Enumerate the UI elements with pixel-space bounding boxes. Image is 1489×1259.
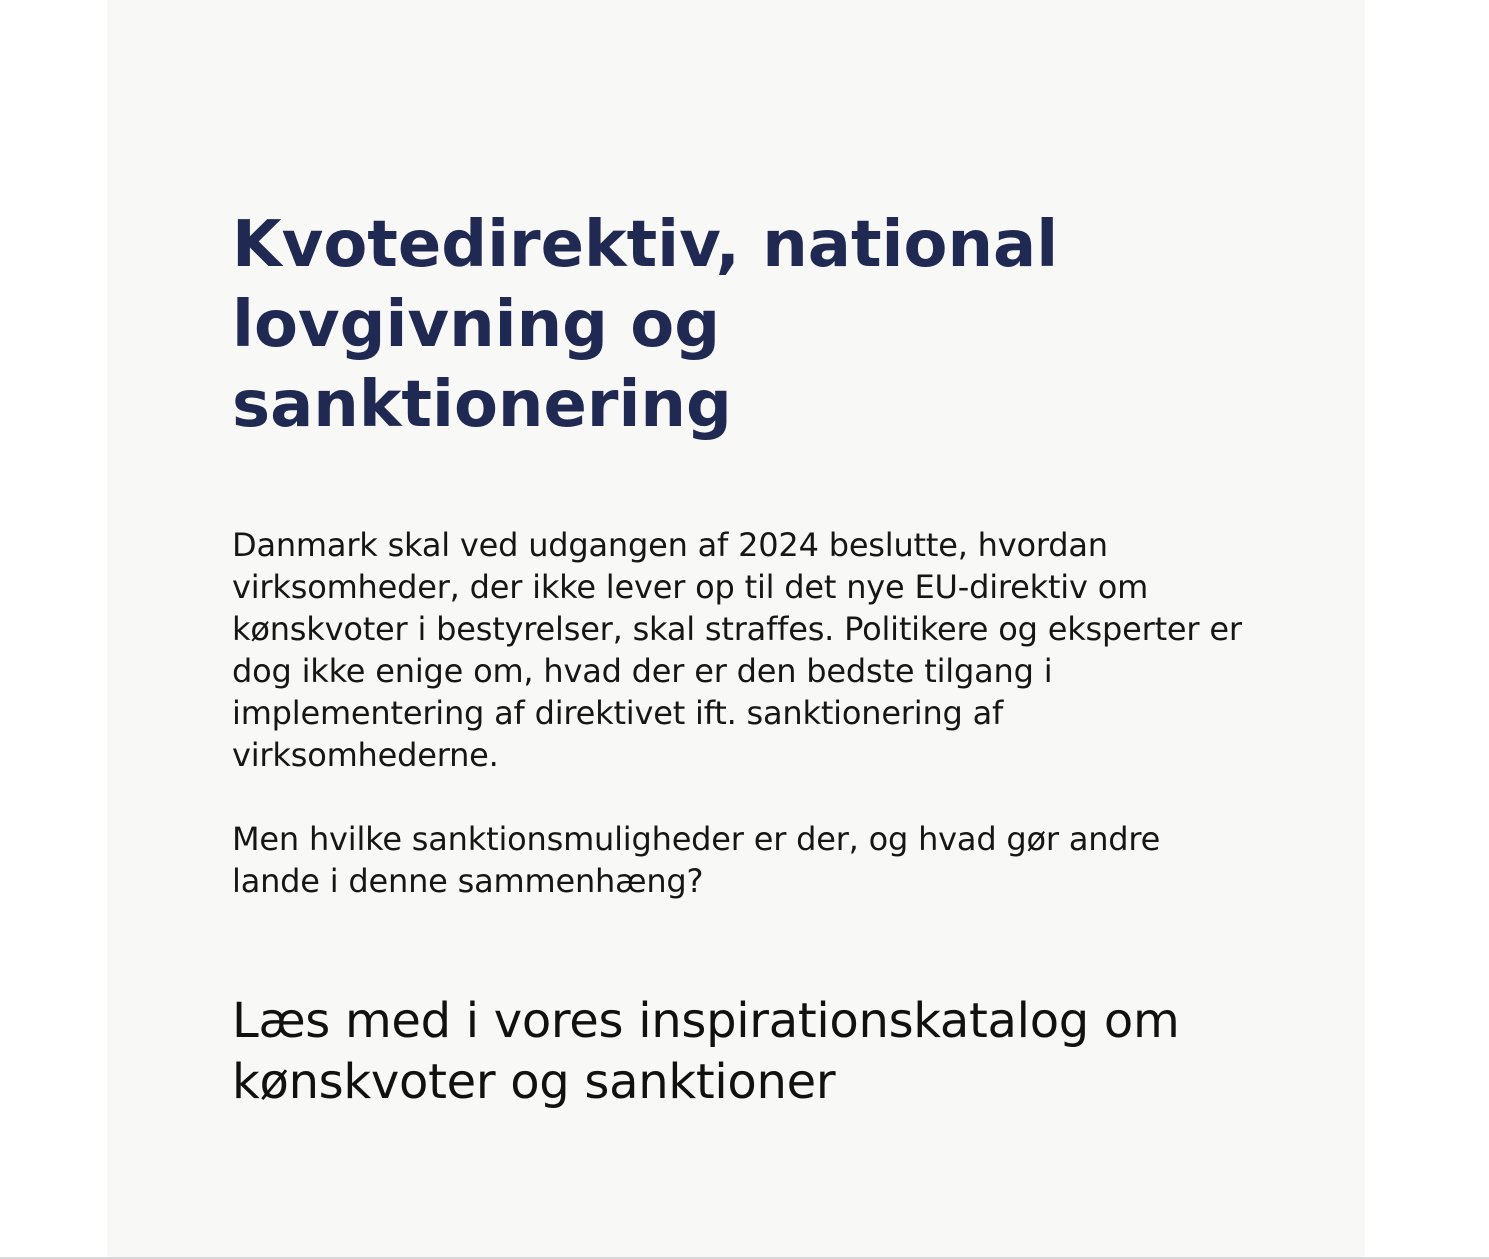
article-title bbox=[232, 205, 1242, 445]
title-line-2: lovgivning og sanktionering bbox=[232, 288, 732, 442]
question-paragraph: Men hvilke sanktionsmuligheder er der, og hvad gør andre lande i denne sammenhæng? bbox=[232, 820, 1161, 900]
article-content bbox=[232, 205, 1242, 1113]
title-line-1: Kvotedirektiv, national bbox=[232, 208, 1059, 282]
catalog-heading: Læs med i vores inspirationskatalog om kønskvoter og sanktioner bbox=[232, 993, 1180, 1110]
intro-paragraph: Danmark skal ved udgangen af 2024 beslutte, hvordan virksomheder, der ikke lever op til det nye EU-direktiv om kønskvoter i bestyrelser, skal straffes. Politikere og eksperter er dog ikke enige om, hvad der er den bedste tilgang i implementering af direktivet ift. sanktionering af virksomhederne. bbox=[232, 526, 1242, 774]
